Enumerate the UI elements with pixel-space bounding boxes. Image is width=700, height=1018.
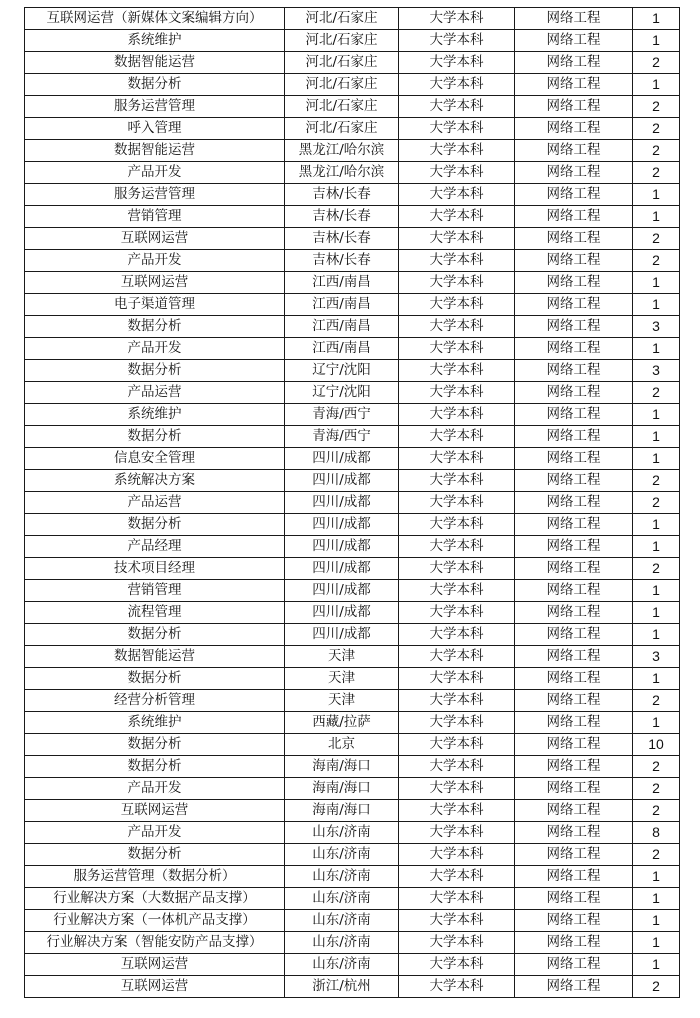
- education-cell: 大学本科: [399, 668, 515, 690]
- position-cell: 营销管理: [25, 206, 285, 228]
- count-cell: 10: [633, 734, 680, 756]
- count-cell: 2: [633, 162, 680, 184]
- count-cell: 2: [633, 844, 680, 866]
- location-cell: 北京: [285, 734, 399, 756]
- location-cell: 河北/石家庄: [285, 8, 399, 30]
- count-cell: 1: [633, 448, 680, 470]
- table-row: [25, 470, 680, 492]
- major-cell: 网络工程: [515, 382, 633, 404]
- major-cell: 网络工程: [515, 206, 633, 228]
- position-cell: 产品开发: [25, 822, 285, 844]
- education-cell: 大学本科: [399, 30, 515, 52]
- count-cell: 1: [633, 866, 680, 888]
- education-cell: 大学本科: [399, 866, 515, 888]
- major-cell: 网络工程: [515, 184, 633, 206]
- major-cell: 网络工程: [515, 866, 633, 888]
- count-cell: 1: [633, 888, 680, 910]
- education-cell: 大学本科: [399, 426, 515, 448]
- location-cell: 山东/济南: [285, 866, 399, 888]
- education-cell: 大学本科: [399, 976, 515, 998]
- major-cell: 网络工程: [515, 338, 633, 360]
- count-cell: 2: [633, 690, 680, 712]
- location-cell: 浙江/杭州: [285, 976, 399, 998]
- location-cell: 辽宁/沈阳: [285, 360, 399, 382]
- count-cell: 1: [633, 404, 680, 426]
- table-row: [25, 514, 680, 536]
- table-row: [25, 558, 680, 580]
- position-cell: 数据分析: [25, 668, 285, 690]
- table-row: [25, 96, 680, 118]
- location-cell: 天津: [285, 668, 399, 690]
- major-cell: 网络工程: [515, 118, 633, 140]
- major-cell: 网络工程: [515, 448, 633, 470]
- table-row: [25, 910, 680, 932]
- table-row: [25, 74, 680, 96]
- major-cell: 网络工程: [515, 492, 633, 514]
- table-row: [25, 184, 680, 206]
- location-cell: 河北/石家庄: [285, 30, 399, 52]
- location-cell: 黑龙江/哈尔滨: [285, 162, 399, 184]
- location-cell: 江西/南昌: [285, 272, 399, 294]
- table-row: [25, 118, 680, 140]
- education-cell: 大学本科: [399, 624, 515, 646]
- location-cell: 海南/海口: [285, 756, 399, 778]
- count-cell: 1: [633, 536, 680, 558]
- table-row: [25, 602, 680, 624]
- major-cell: 网络工程: [515, 8, 633, 30]
- count-cell: 2: [633, 228, 680, 250]
- table-row: [25, 404, 680, 426]
- education-cell: 大学本科: [399, 272, 515, 294]
- location-cell: 四川/成都: [285, 470, 399, 492]
- count-cell: 2: [633, 756, 680, 778]
- table-row: [25, 338, 680, 360]
- position-cell: 流程管理: [25, 602, 285, 624]
- location-cell: 天津: [285, 690, 399, 712]
- major-cell: 网络工程: [515, 30, 633, 52]
- table-row: [25, 954, 680, 976]
- position-cell: 服务运营管理: [25, 184, 285, 206]
- major-cell: 网络工程: [515, 96, 633, 118]
- table-row: [25, 646, 680, 668]
- major-cell: 网络工程: [515, 360, 633, 382]
- count-cell: 2: [633, 558, 680, 580]
- location-cell: 山东/济南: [285, 932, 399, 954]
- count-cell: 2: [633, 96, 680, 118]
- major-cell: 网络工程: [515, 822, 633, 844]
- location-cell: 海南/海口: [285, 778, 399, 800]
- table-row: [25, 272, 680, 294]
- location-cell: 四川/成都: [285, 558, 399, 580]
- table-row: [25, 888, 680, 910]
- position-cell: 产品开发: [25, 338, 285, 360]
- count-cell: 2: [633, 118, 680, 140]
- major-cell: 网络工程: [515, 536, 633, 558]
- education-cell: 大学本科: [399, 316, 515, 338]
- major-cell: 网络工程: [515, 668, 633, 690]
- table-row: [25, 976, 680, 998]
- position-cell: 服务运营管理: [25, 96, 285, 118]
- count-cell: 1: [633, 338, 680, 360]
- education-cell: 大学本科: [399, 162, 515, 184]
- major-cell: 网络工程: [515, 580, 633, 602]
- education-cell: 大学本科: [399, 734, 515, 756]
- position-cell: 系统维护: [25, 712, 285, 734]
- position-cell: 信息安全管理: [25, 448, 285, 470]
- count-cell: 3: [633, 316, 680, 338]
- table-row: [25, 778, 680, 800]
- position-cell: 数据分析: [25, 756, 285, 778]
- position-cell: 产品开发: [25, 162, 285, 184]
- count-cell: 1: [633, 954, 680, 976]
- table-row: [25, 734, 680, 756]
- location-cell: 黑龙江/哈尔滨: [285, 140, 399, 162]
- education-cell: 大学本科: [399, 96, 515, 118]
- location-cell: 江西/南昌: [285, 316, 399, 338]
- position-cell: 数据分析: [25, 360, 285, 382]
- location-cell: 吉林/长春: [285, 206, 399, 228]
- major-cell: 网络工程: [515, 426, 633, 448]
- location-cell: 山东/济南: [285, 844, 399, 866]
- location-cell: 河北/石家庄: [285, 118, 399, 140]
- location-cell: 四川/成都: [285, 536, 399, 558]
- position-cell: 服务运营管理（数据分析）: [25, 866, 285, 888]
- count-cell: 2: [633, 382, 680, 404]
- position-cell: 产品开发: [25, 250, 285, 272]
- location-cell: 山东/济南: [285, 822, 399, 844]
- position-cell: 电子渠道管理: [25, 294, 285, 316]
- count-cell: 2: [633, 250, 680, 272]
- position-cell: 互联网运营: [25, 800, 285, 822]
- table-row: [25, 756, 680, 778]
- table-row: [25, 140, 680, 162]
- education-cell: 大学本科: [399, 8, 515, 30]
- position-cell: 呼入管理: [25, 118, 285, 140]
- table-row: [25, 624, 680, 646]
- table-row: [25, 294, 680, 316]
- education-cell: 大学本科: [399, 448, 515, 470]
- count-cell: 3: [633, 646, 680, 668]
- major-cell: 网络工程: [515, 778, 633, 800]
- major-cell: 网络工程: [515, 250, 633, 272]
- location-cell: 吉林/长春: [285, 250, 399, 272]
- location-cell: 青海/西宁: [285, 426, 399, 448]
- location-cell: 山东/济南: [285, 888, 399, 910]
- location-cell: 四川/成都: [285, 492, 399, 514]
- education-cell: 大学本科: [399, 932, 515, 954]
- table-row: [25, 668, 680, 690]
- table-row: [25, 866, 680, 888]
- table-row: [25, 30, 680, 52]
- position-cell: 互联网运营: [25, 272, 285, 294]
- table-row: [25, 8, 680, 30]
- location-cell: 山东/济南: [285, 954, 399, 976]
- major-cell: 网络工程: [515, 294, 633, 316]
- count-cell: 2: [633, 492, 680, 514]
- count-cell: 1: [633, 910, 680, 932]
- position-cell: 互联网运营（新媒体文案编辑方向）: [25, 8, 285, 30]
- location-cell: 江西/南昌: [285, 338, 399, 360]
- major-cell: 网络工程: [515, 272, 633, 294]
- position-cell: 数据智能运营: [25, 52, 285, 74]
- count-cell: 1: [633, 580, 680, 602]
- position-cell: 行业解决方案（大数据产品支撑）: [25, 888, 285, 910]
- table-row: [25, 800, 680, 822]
- table-row: [25, 844, 680, 866]
- position-cell: 互联网运营: [25, 228, 285, 250]
- position-cell: 数据分析: [25, 316, 285, 338]
- major-cell: 网络工程: [515, 910, 633, 932]
- major-cell: 网络工程: [515, 404, 633, 426]
- location-cell: 天津: [285, 646, 399, 668]
- location-cell: 海南/海口: [285, 800, 399, 822]
- count-cell: 1: [633, 514, 680, 536]
- page: [24, 7, 680, 998]
- education-cell: 大学本科: [399, 602, 515, 624]
- count-cell: 1: [633, 602, 680, 624]
- count-cell: 2: [633, 800, 680, 822]
- major-cell: 网络工程: [515, 932, 633, 954]
- count-cell: 8: [633, 822, 680, 844]
- education-cell: 大学本科: [399, 52, 515, 74]
- table-row: [25, 712, 680, 734]
- table-row: [25, 426, 680, 448]
- count-cell: 1: [633, 206, 680, 228]
- location-cell: 青海/西宁: [285, 404, 399, 426]
- count-cell: 1: [633, 8, 680, 30]
- position-cell: 数据分析: [25, 844, 285, 866]
- education-cell: 大学本科: [399, 140, 515, 162]
- position-cell: 数据智能运营: [25, 646, 285, 668]
- major-cell: 网络工程: [515, 470, 633, 492]
- location-cell: 四川/成都: [285, 514, 399, 536]
- position-cell: 互联网运营: [25, 954, 285, 976]
- location-cell: 河北/石家庄: [285, 52, 399, 74]
- location-cell: 吉林/长春: [285, 184, 399, 206]
- education-cell: 大学本科: [399, 74, 515, 96]
- table-row: [25, 360, 680, 382]
- position-cell: 产品开发: [25, 778, 285, 800]
- count-cell: 1: [633, 932, 680, 954]
- position-cell: 数据分析: [25, 624, 285, 646]
- education-cell: 大学本科: [399, 910, 515, 932]
- major-cell: 网络工程: [515, 646, 633, 668]
- education-cell: 大学本科: [399, 404, 515, 426]
- count-cell: 2: [633, 778, 680, 800]
- major-cell: 网络工程: [515, 756, 633, 778]
- major-cell: 网络工程: [515, 162, 633, 184]
- position-cell: 数据分析: [25, 426, 285, 448]
- count-cell: 2: [633, 140, 680, 162]
- education-cell: 大学本科: [399, 118, 515, 140]
- table-row: [25, 822, 680, 844]
- location-cell: 吉林/长春: [285, 228, 399, 250]
- education-cell: 大学本科: [399, 558, 515, 580]
- count-cell: 1: [633, 668, 680, 690]
- table-row: [25, 228, 680, 250]
- major-cell: 网络工程: [515, 52, 633, 74]
- education-cell: 大学本科: [399, 382, 515, 404]
- position-cell: 数据智能运营: [25, 140, 285, 162]
- major-cell: 网络工程: [515, 140, 633, 162]
- count-cell: 2: [633, 52, 680, 74]
- table-row: [25, 448, 680, 470]
- position-cell: 系统维护: [25, 30, 285, 52]
- location-cell: 江西/南昌: [285, 294, 399, 316]
- count-cell: 1: [633, 624, 680, 646]
- education-cell: 大学本科: [399, 888, 515, 910]
- count-cell: 1: [633, 272, 680, 294]
- major-cell: 网络工程: [515, 712, 633, 734]
- count-cell: 1: [633, 184, 680, 206]
- position-cell: 技术项目经理: [25, 558, 285, 580]
- count-cell: 2: [633, 976, 680, 998]
- education-cell: 大学本科: [399, 470, 515, 492]
- table-row: [25, 382, 680, 404]
- position-cell: 行业解决方案（智能安防产品支撑）: [25, 932, 285, 954]
- education-cell: 大学本科: [399, 338, 515, 360]
- table-body: [25, 8, 680, 998]
- education-cell: 大学本科: [399, 800, 515, 822]
- count-cell: 1: [633, 30, 680, 52]
- location-cell: 四川/成都: [285, 602, 399, 624]
- table-row: [25, 690, 680, 712]
- major-cell: 网络工程: [515, 74, 633, 96]
- count-cell: 1: [633, 294, 680, 316]
- education-cell: 大学本科: [399, 954, 515, 976]
- major-cell: 网络工程: [515, 316, 633, 338]
- location-cell: 四川/成都: [285, 448, 399, 470]
- position-cell: 互联网运营: [25, 976, 285, 998]
- location-cell: 山东/济南: [285, 910, 399, 932]
- education-cell: 大学本科: [399, 844, 515, 866]
- education-cell: 大学本科: [399, 756, 515, 778]
- table-row: [25, 536, 680, 558]
- position-cell: 数据分析: [25, 74, 285, 96]
- position-cell: 行业解决方案（一体机产品支撑）: [25, 910, 285, 932]
- location-cell: 辽宁/沈阳: [285, 382, 399, 404]
- education-cell: 大学本科: [399, 228, 515, 250]
- position-cell: 系统维护: [25, 404, 285, 426]
- position-cell: 经营分析管理: [25, 690, 285, 712]
- major-cell: 网络工程: [515, 954, 633, 976]
- major-cell: 网络工程: [515, 690, 633, 712]
- position-cell: 产品运营: [25, 492, 285, 514]
- count-cell: 2: [633, 470, 680, 492]
- major-cell: 网络工程: [515, 228, 633, 250]
- location-cell: 河北/石家庄: [285, 96, 399, 118]
- major-cell: 网络工程: [515, 558, 633, 580]
- major-cell: 网络工程: [515, 844, 633, 866]
- major-cell: 网络工程: [515, 602, 633, 624]
- table-row: [25, 932, 680, 954]
- major-cell: 网络工程: [515, 734, 633, 756]
- position-cell: 系统解决方案: [25, 470, 285, 492]
- table-row: [25, 492, 680, 514]
- table-row: [25, 206, 680, 228]
- table-row: [25, 580, 680, 602]
- position-cell: 产品运营: [25, 382, 285, 404]
- location-cell: 河北/石家庄: [285, 74, 399, 96]
- major-cell: 网络工程: [515, 888, 633, 910]
- table-row: [25, 316, 680, 338]
- count-cell: 1: [633, 426, 680, 448]
- education-cell: 大学本科: [399, 360, 515, 382]
- education-cell: 大学本科: [399, 778, 515, 800]
- table-row: [25, 162, 680, 184]
- education-cell: 大学本科: [399, 822, 515, 844]
- position-cell: 数据分析: [25, 734, 285, 756]
- education-cell: 大学本科: [399, 580, 515, 602]
- position-cell: 数据分析: [25, 514, 285, 536]
- position-cell: 营销管理: [25, 580, 285, 602]
- education-cell: 大学本科: [399, 294, 515, 316]
- education-cell: 大学本科: [399, 646, 515, 668]
- education-cell: 大学本科: [399, 184, 515, 206]
- table-row: [25, 52, 680, 74]
- count-cell: 1: [633, 74, 680, 96]
- education-cell: 大学本科: [399, 492, 515, 514]
- count-cell: 3: [633, 360, 680, 382]
- major-cell: 网络工程: [515, 976, 633, 998]
- major-cell: 网络工程: [515, 624, 633, 646]
- major-cell: 网络工程: [515, 514, 633, 536]
- education-cell: 大学本科: [399, 536, 515, 558]
- location-cell: 四川/成都: [285, 580, 399, 602]
- table-row: [25, 250, 680, 272]
- education-cell: 大学本科: [399, 690, 515, 712]
- education-cell: 大学本科: [399, 206, 515, 228]
- education-cell: 大学本科: [399, 514, 515, 536]
- education-cell: 大学本科: [399, 712, 515, 734]
- count-cell: 1: [633, 712, 680, 734]
- major-cell: 网络工程: [515, 800, 633, 822]
- location-cell: 四川/成都: [285, 624, 399, 646]
- position-cell: 产品经理: [25, 536, 285, 558]
- education-cell: 大学本科: [399, 250, 515, 272]
- job-listing-table: [24, 7, 680, 998]
- location-cell: 西藏/拉萨: [285, 712, 399, 734]
